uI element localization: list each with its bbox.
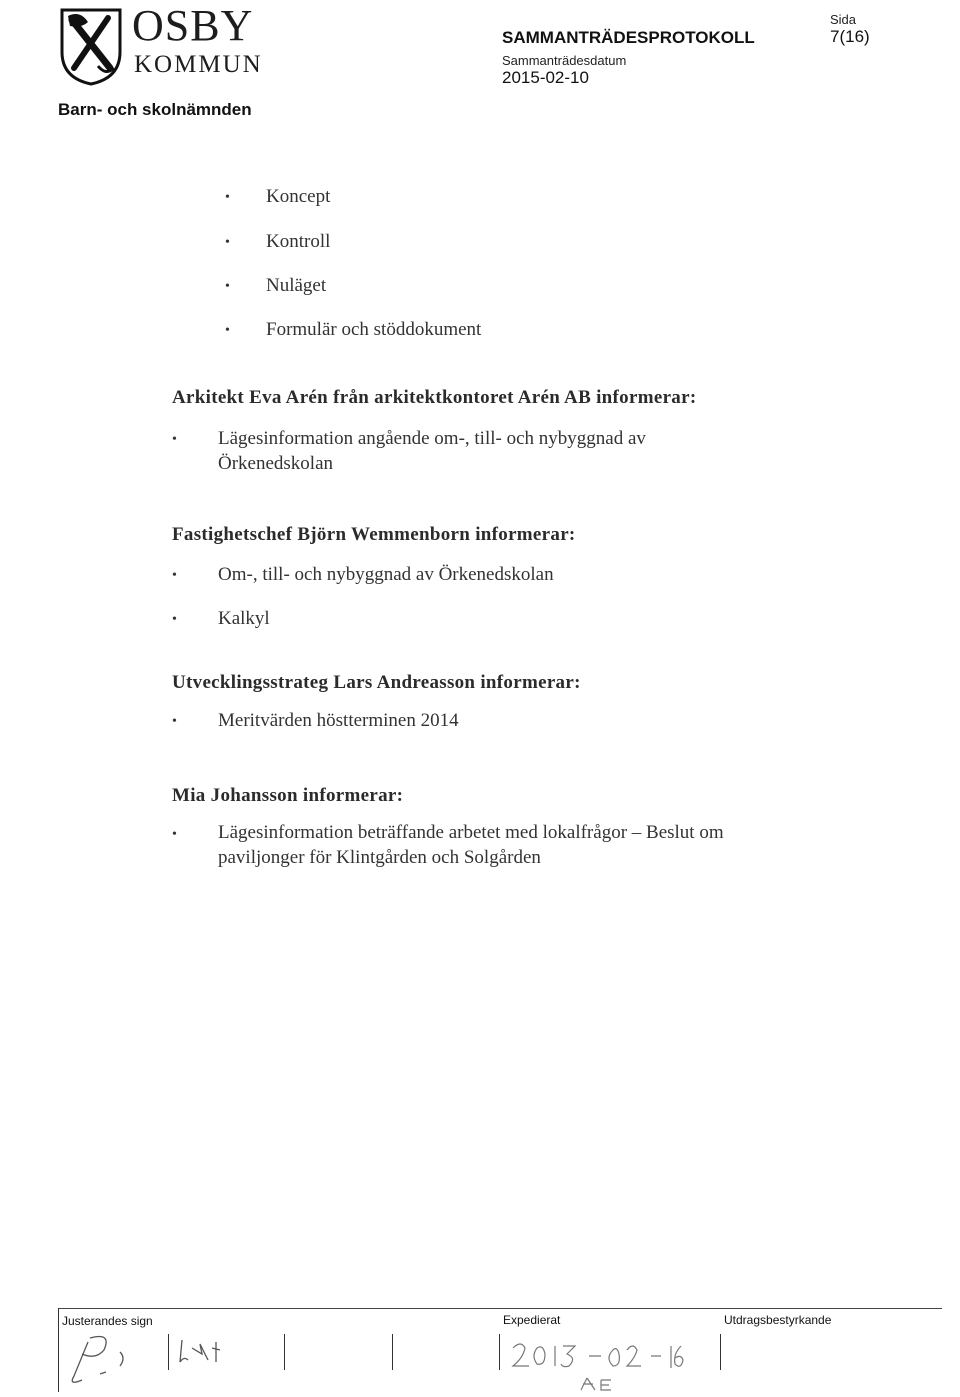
list-item: Lägesinformation beträffande arbetet med lokalfrågor – Beslut om	[218, 822, 724, 843]
expedierat-left-border	[499, 1334, 500, 1370]
bullet-icon: •	[172, 827, 177, 842]
bullet-icon: •	[172, 612, 177, 627]
list-item: Formulär och stöddokument	[266, 319, 482, 340]
list-item: Kalkyl	[218, 608, 270, 629]
document-type: SAMMANTRÄDESPROTOKOLL	[502, 28, 755, 47]
utdragsbestyrkande-label: Utdragsbestyrkande	[724, 1313, 832, 1327]
section-heading: Utvecklingsstrateg Lars Andreasson informerar:	[172, 672, 581, 693]
list-item: Nuläget	[266, 275, 327, 296]
signature-separator	[284, 1334, 285, 1370]
section-heading: Fastighetschef Björn Wemmenborn informerar:	[172, 524, 576, 545]
bullet-icon: •	[172, 432, 177, 447]
justerande-signature-1	[60, 1330, 170, 1390]
bullet-icon: •	[172, 714, 177, 729]
section-heading: Mia Johansson informerar:	[172, 785, 404, 806]
signature-separator	[392, 1334, 393, 1370]
footer-left-border	[58, 1308, 59, 1392]
list-item: Lägesinformation angående om-, till- och nybyggnad av	[218, 428, 646, 449]
meeting-date-label: Sammanträdesdatum	[502, 53, 627, 68]
bullet-icon: •	[225, 279, 230, 294]
bullet-icon: •	[225, 323, 230, 338]
expedierat-handwritten-date	[505, 1336, 685, 1392]
justerandes-sign-label: Justerandes sign	[62, 1314, 153, 1328]
justerande-signature-2	[172, 1330, 242, 1370]
footer-divider	[58, 1308, 942, 1309]
org-name: OSBY	[132, 1, 254, 50]
org-subtitle: KOMMUN	[134, 51, 263, 78]
utdrag-left-border	[720, 1334, 721, 1370]
meeting-date-value: 2015-02-10	[502, 68, 589, 87]
bullet-icon: •	[225, 235, 230, 250]
expedierat-label: Expedierat	[503, 1313, 561, 1327]
list-item: Om-, till- och nybyggnad av Örkenedskolan	[218, 564, 554, 585]
section-heading: Arkitekt Eva Arén från arkitektkontoret Arén AB informerar:	[172, 387, 697, 408]
osby-logo-icon	[58, 6, 124, 86]
bullet-icon: •	[225, 190, 230, 205]
list-item-continuation: paviljonger för Klintgården och Solgården	[218, 847, 541, 868]
list-item: Meritvärden höstterminen 2014	[218, 710, 459, 731]
list-item: Koncept	[266, 186, 331, 207]
list-item-continuation: Örkenedskolan	[218, 453, 334, 474]
list-item: Kontroll	[266, 231, 331, 252]
page-number: 7(16)	[830, 27, 870, 46]
department-name: Barn- och skolnämnden	[58, 100, 252, 119]
page-label: Sida	[830, 12, 857, 27]
bullet-icon: •	[172, 568, 177, 583]
